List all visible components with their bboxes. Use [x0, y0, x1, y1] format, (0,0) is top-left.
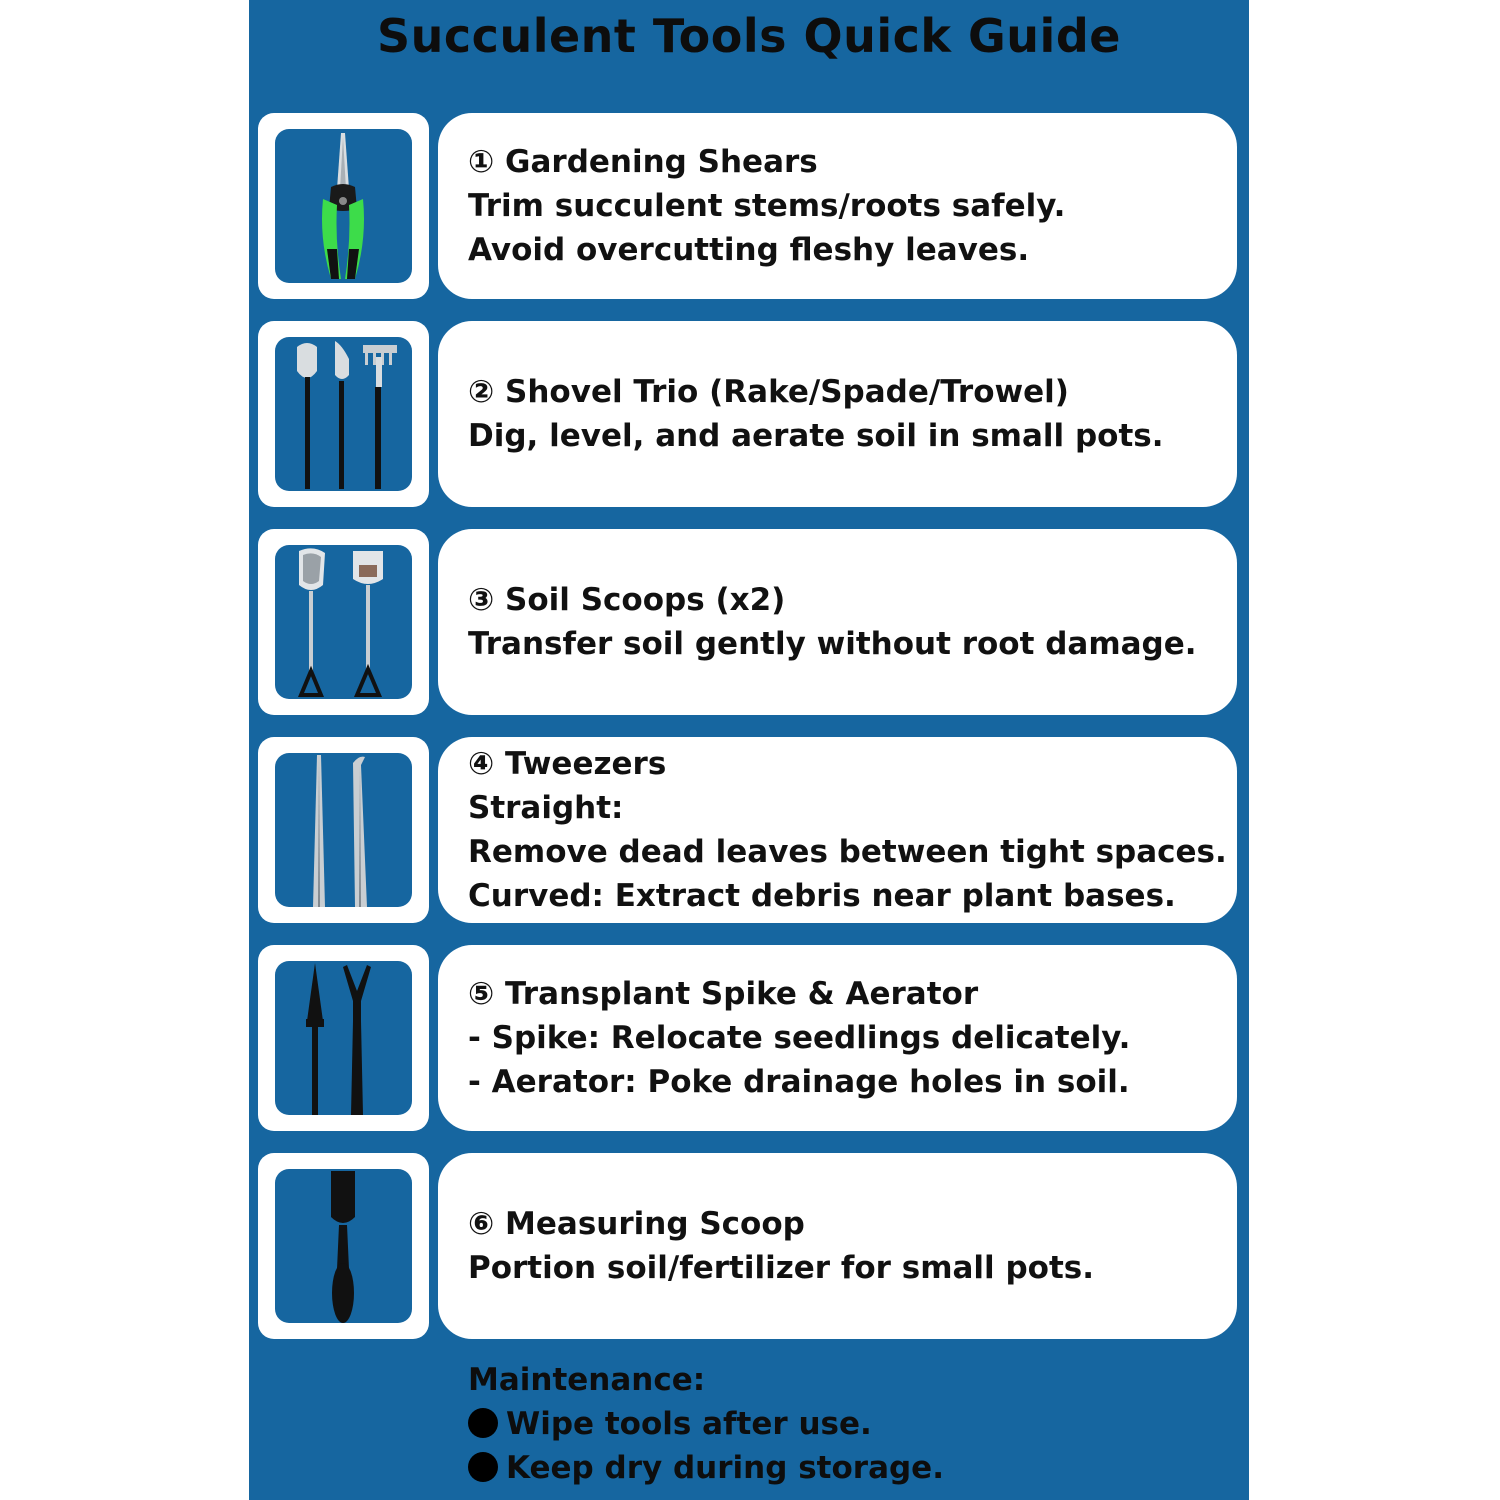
page-title: Succulent Tools Quick Guide	[377, 9, 1121, 63]
shovel-trio-icon	[275, 337, 412, 491]
maintenance-section	[468, 1358, 944, 1490]
tool-card-3	[438, 529, 1237, 715]
tool-description: Trim succulent stems/roots safely.	[468, 188, 1066, 224]
tool-description: - Spike: Relocate seedlings delicately.	[468, 1020, 1131, 1056]
tool-card-4	[438, 737, 1237, 923]
measuring-scoop-icon	[275, 1169, 412, 1323]
tool-card-6	[438, 1153, 1237, 1339]
tool-description: - Aerator: Poke drainage holes in soil.	[468, 1064, 1130, 1100]
spike-aerator-icon	[275, 961, 412, 1115]
tool-name: ⑥ Measuring Scoop	[468, 1206, 805, 1242]
tool-description: Remove dead leaves between tight spaces.	[468, 834, 1227, 870]
tool-thumb-4	[258, 737, 429, 923]
maintenance-item: Keep dry during storage.	[468, 1446, 944, 1490]
tool-thumb-1	[258, 113, 429, 299]
bullet-icon	[468, 1452, 498, 1482]
tool-description: Portion soil/fertilizer for small pots.	[468, 1250, 1094, 1286]
tool-name: ③ Soil Scoops (x2)	[468, 582, 786, 618]
tool-name: ④ Tweezers	[468, 746, 667, 782]
tool-thumb-2	[258, 321, 429, 507]
shears-icon	[275, 129, 412, 283]
bullet-icon	[468, 1408, 498, 1438]
tool-thumb-3	[258, 529, 429, 715]
tweezers-icon	[275, 753, 412, 907]
maintenance-heading: Maintenance:	[468, 1362, 706, 1398]
tool-card-1	[438, 113, 1237, 299]
tool-name: ⑤ Transplant Spike & Aerator	[468, 976, 979, 1012]
tool-description: Straight:	[468, 790, 624, 826]
maintenance-item: Wipe tools after use.	[468, 1402, 944, 1446]
tool-description: Curved: Extract debris near plant bases.	[468, 878, 1176, 914]
tool-card-2	[438, 321, 1237, 507]
tool-description: Transfer soil gently without root damage.	[468, 626, 1197, 662]
tool-name: ① Gardening Shears	[468, 144, 818, 180]
tool-description: Avoid overcutting fleshy leaves.	[468, 232, 1030, 268]
tool-thumb-5	[258, 945, 429, 1131]
tool-thumb-6	[258, 1153, 429, 1339]
tool-name: ② Shovel Trio (Rake/Spade/Trowel)	[468, 374, 1069, 410]
tool-card-5	[438, 945, 1237, 1131]
soil-scoops-icon	[275, 545, 412, 699]
tool-description: Dig, level, and aerate soil in small pots.	[468, 418, 1164, 454]
